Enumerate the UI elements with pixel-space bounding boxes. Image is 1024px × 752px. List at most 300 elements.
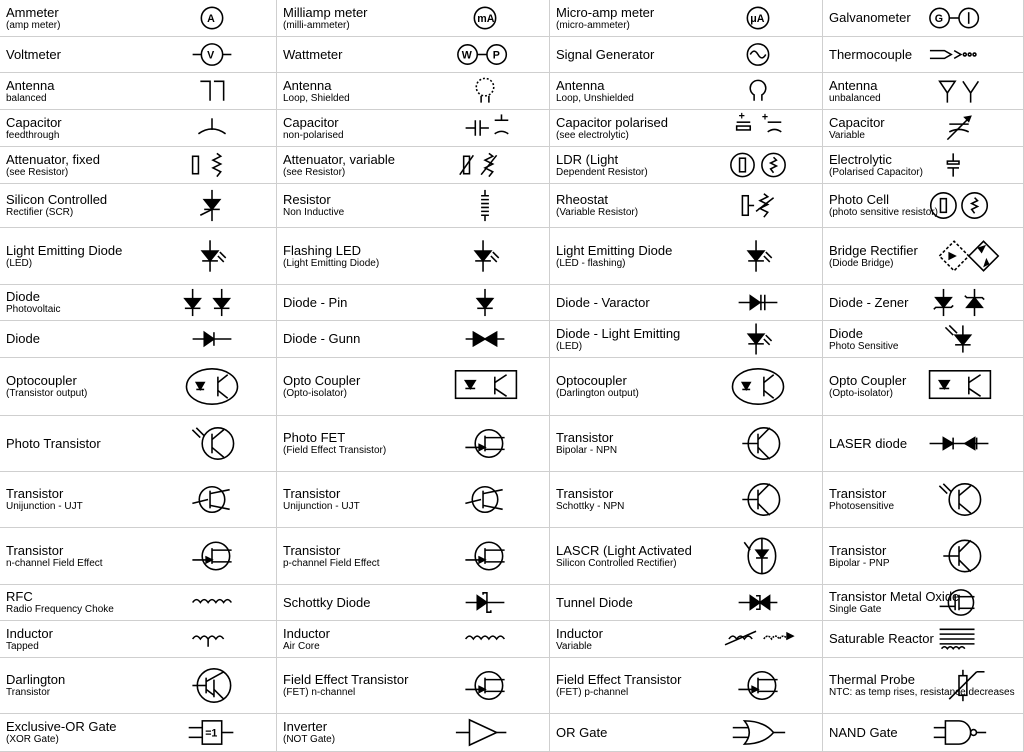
symbol-cell [277,73,550,110]
galv-icon [899,2,1019,34]
symbol-text [6,528,103,584]
symbol-name: Thermocouple [829,46,913,62]
symbol-name: Antenna [6,77,55,93]
symbol-cell [823,621,1024,658]
symbol-subtitle: Loop, Shielded [283,92,350,104]
symbol-text [6,0,60,36]
symbol-name: Darlington [6,672,66,687]
symbol-name: Antenna [556,77,605,93]
capVar-icon [899,112,1019,144]
symbol-name: Light Emitting Diode [6,242,123,258]
symbol-name: Inductor [556,625,603,641]
symbol-subtitle: (amp meter) [6,19,61,31]
symbol-name: Saturable Reactor [829,631,934,646]
symbol-name: Field Effect Transistor [283,672,409,687]
symbol-name: Silicon Controlled [6,192,108,207]
coilTap-icon [152,623,272,655]
optoCircle-icon [152,360,272,413]
symbol-cell [550,658,823,714]
symbol-text [556,416,617,471]
svg-text:μA: μA [750,12,765,25]
symbol-text [283,321,360,357]
symbol-name: Diode [6,331,40,346]
photoTr-icon [899,474,1019,525]
ujt-icon [425,474,545,525]
led-icon [698,323,818,355]
laser-icon [899,418,1019,469]
symbol-subtitle: (see electrolytic) [556,129,629,141]
symbol-subtitle: (photo sensitive resistor) [829,207,938,218]
symbol-name: Capacitor polarised [556,114,669,130]
symbol-name: Milliamp meter [283,4,368,20]
symbol-cell [550,147,823,184]
symbol-subtitle: Air Core [283,640,320,652]
symbol-cell [0,228,277,285]
symbol-cell [550,285,823,321]
symbol-subtitle: Bipolar - NPN [556,445,618,456]
symbol-text [6,321,40,357]
attFixed-icon [152,149,272,181]
photocell-icon [899,186,1019,225]
symbol-name: Signal Generator [556,46,655,62]
circleA-icon [152,2,272,34]
symbol-text [556,585,633,620]
symbol-subtitle: Photo Sensitive [829,340,899,352]
symbol-subtitle: (Transistor output) [6,388,88,399]
symbol-text [283,73,350,109]
circleV-icon [152,39,272,70]
symbol-text [556,184,638,227]
diodeV-icon [425,287,545,318]
symbol-subtitle: Schottky - NPN [556,501,625,512]
svg-text:A: A [207,12,215,25]
symbol-subtitle: Silicon Controlled Rectifier) [556,557,677,569]
symbol-cell [823,528,1024,585]
led-icon [425,230,545,282]
photoTr-icon [152,418,272,469]
symbol-cell [823,0,1024,37]
optoBox-icon [425,360,545,413]
symbol-cell [0,37,277,73]
symbol-cell [550,0,823,37]
symbol-name: Transistor Metal Oxide [829,589,960,604]
symbol-subtitle: unbalanced [829,92,881,104]
symbol-cell [550,321,823,358]
ujt-icon [152,474,272,525]
symbol-subtitle: Unijunction - UJT [6,501,83,512]
symbol-text [283,621,330,657]
symbol-cell [823,285,1024,321]
svg-text:=1: =1 [205,727,218,740]
symbol-subtitle: (XOR Gate) [6,734,59,745]
symbol-name: Capacitor [829,114,885,130]
thermal-icon [899,660,1019,711]
symbol-name: Voltmeter [6,46,61,62]
symbol-subtitle: Loop, Unshielded [556,92,634,104]
symbol-text [283,0,368,36]
symbol-cell [550,585,823,621]
symbol-text [6,585,114,620]
symbol-name: Inductor [6,625,53,641]
symbol-cell [823,110,1024,147]
symbol-cell [0,285,277,321]
led-icon [152,230,272,282]
symbol-text [556,285,650,320]
symbol-name: Electrolytic [829,151,892,167]
symbol-cell [550,528,823,585]
symbol-subtitle: (LED - flashing) [556,257,626,269]
symbol-cell [277,147,550,184]
symbol-text [6,228,122,284]
symbol-subtitle: Variable [556,640,592,652]
zener-icon [899,287,1019,318]
symbol-name: Diode - Gunn [283,331,361,346]
symbol-subtitle: n-channel Field Effect [6,557,103,569]
symbol-cell [0,358,277,416]
symbol-text [829,714,898,751]
optoBox-icon [899,360,1019,413]
antLoopShield-icon [425,75,545,107]
capNP-icon [425,112,545,144]
symbol-text [556,528,692,584]
symbol-cell [0,528,277,585]
symbol-cell [550,358,823,416]
symbol-cell [550,714,823,752]
symbol-text [829,110,885,146]
symbol-name: Opto Coupler [283,373,361,388]
symbol-cell [823,714,1024,752]
symbol-name: Inductor [283,625,330,641]
symbol-cell [0,110,277,147]
led-icon [698,230,818,282]
symbol-subtitle: (see Resistor) [283,166,346,178]
symbol-subtitle: (see Resistor) [6,166,69,178]
diodePV-icon [152,287,272,318]
symbol-name: Diode - Zener [829,294,909,310]
svg-text:P: P [492,49,500,62]
fet-icon [425,660,545,711]
electrolytic-icon [899,149,1019,181]
symbol-name: Galvanometer [829,10,911,25]
symbol-name: Field Effect Transistor [556,672,682,687]
circleMA-icon [425,2,545,34]
inverter-icon [425,716,545,749]
svg-text:mA: mA [477,12,495,25]
symbol-text [283,228,379,284]
symbol-text [829,358,906,415]
ldr-icon [698,149,818,181]
symbol-cell [277,585,550,621]
symbol-name: Exclusive-OR Gate [6,719,117,734]
symbol-subtitle: Single Gate [829,604,882,615]
symbol-cell [823,358,1024,416]
satReactor-icon [899,623,1019,655]
symbol-subtitle: Transistor [6,687,51,698]
symbol-name: OR Gate [556,724,608,740]
symbol-subtitle: (Opto-isolator) [829,388,893,399]
symbol-cell [277,714,550,752]
symbol-cell [0,416,277,472]
symbol-cell [277,37,550,73]
symbol-text [829,321,899,357]
svg-text:+: + [761,111,769,124]
antUnbal-icon [899,75,1019,107]
symbol-subtitle: Photovoltaic [6,304,61,315]
symbol-text [6,472,83,527]
resNI-icon [425,186,545,225]
symbol-cell [0,147,277,184]
symbol-text [283,37,342,72]
symbol-subtitle: Dependent Resistor) [556,166,648,178]
symbol-cell [277,285,550,321]
symbol-text [556,621,603,657]
symbol-name: Micro-amp meter [556,4,655,20]
symbol-cell [823,37,1024,73]
symbol-cell [550,621,823,658]
diodeH-icon [152,323,272,355]
symbol-cell [823,585,1024,621]
symbol-text [283,585,370,620]
symbol-name: NAND Gate [829,724,898,740]
symbol-subtitle: (Variable Resistor) [556,207,639,218]
symbol-name: Ammeter [6,4,59,20]
symbol-text [556,358,639,415]
symbol-name: Schottky Diode [283,594,371,610]
bridge-icon [899,230,1019,282]
symbol-cell [0,0,277,37]
symbol-name: Photo Cell [829,192,889,207]
antBalanced-icon [152,75,272,107]
symbol-subtitle: (Polarised Capacitor) [829,166,923,178]
symbol-cell [550,228,823,285]
symbol-cell [823,472,1024,528]
symbol-cell [823,147,1024,184]
symbol-cell [550,110,823,147]
coil-icon [152,587,272,618]
symbol-name: Wattmeter [283,46,343,62]
symbol-cell [0,472,277,528]
symbol-name: Photo Transistor [6,435,101,451]
symbol-cell [0,73,277,110]
coilVar-icon [698,623,818,655]
symbol-subtitle: (Light Emitting Diode) [283,257,380,269]
siggen-icon [698,39,818,70]
symbol-cell [0,321,277,358]
symbol-cell [277,528,550,585]
symbol-text [556,147,648,183]
symbol-cell [823,73,1024,110]
symbol-name: Transistor [556,486,614,501]
schottky-icon [425,587,545,618]
symbol-text [556,73,634,109]
symbol-cell [823,416,1024,472]
symbol-cell [277,321,550,358]
symbol-text [283,416,386,471]
symbol-cell [550,184,823,228]
mosfet-icon [899,587,1019,618]
symbol-text [556,37,654,72]
symbol-subtitle: (NOT Gate) [283,734,336,745]
symbol-text [283,147,395,183]
symbol-subtitle: NTC: as temp rises, resistance decreases [829,687,1015,698]
symbol-text [6,714,117,751]
symbol-subtitle: (Opto-isolator) [283,388,347,399]
symbol-text [556,0,654,36]
symbol-subtitle: (FET) p-channel [556,687,629,698]
symbol-name: Diode - Varactor [556,294,650,310]
capFeed-icon [152,112,272,144]
symbol-cell [550,73,823,110]
symbol-text [283,184,344,227]
symbol-cell [550,37,823,73]
symbol-text [6,73,54,109]
symbol-cell [277,110,550,147]
symbol-text [283,285,347,320]
fet-icon [698,660,818,711]
symbol-name: Diode [829,325,863,341]
symbol-name: Thermal Probe [829,672,915,687]
symbol-name: LDR (Light [556,151,619,167]
orGate-icon [698,716,818,749]
svg-text:G: G [934,12,944,25]
lascr-icon [698,530,818,582]
symbol-text [283,472,360,527]
symbol-subtitle: (LED) [556,340,583,352]
symbol-text [283,110,344,146]
symbol-text [6,147,100,183]
symbol-name: Capacitor [6,114,62,130]
symbol-text [829,285,908,320]
symbol-subtitle: (FET) n-channel [283,687,356,698]
symbol-name: Photo FET [283,430,346,445]
symbol-text [6,358,87,415]
fet-icon [425,418,545,469]
fet-icon [425,530,545,582]
rheostat-icon [698,186,818,225]
symbol-name: Attenuator, variable [283,151,396,167]
symbol-subtitle: non-polarised [283,129,344,141]
symbol-text [283,658,408,713]
attVar-icon [425,149,545,181]
symbol-text [829,416,907,471]
nand-icon [899,716,1019,749]
symbol-cell [277,184,550,228]
symbol-name: Capacitor [283,114,339,130]
circleUA-icon [698,2,818,34]
thermocouple-icon [899,39,1019,70]
symbol-subtitle: p-channel Field Effect [283,557,380,569]
symbol-cell [0,585,277,621]
fet-icon [152,530,272,582]
symbol-subtitle: Variable [829,129,865,141]
svg-text:+: + [738,110,745,123]
svg-text:V: V [207,49,215,62]
symbol-text [556,110,668,146]
symbol-name: Transistor [829,542,887,558]
symbol-subtitle: Bipolar - PNP [829,557,890,569]
symbol-name: Flashing LED [283,242,362,258]
optoCircle-icon [698,360,818,413]
symbol-text [6,184,107,227]
npn-icon [698,418,818,469]
symbol-subtitle: Non Inductive [283,207,345,218]
symbol-cell [277,621,550,658]
symbol-subtitle: Rectifier (SCR) [6,207,74,218]
symbol-subtitle: (Darlington output) [556,388,639,399]
symbol-name: Inverter [283,719,328,734]
symbol-name: Antenna [283,77,332,93]
symbol-name: Optocoupler [556,373,627,388]
gunn-icon [425,323,545,355]
symbol-name: Transistor [6,542,64,558]
scr-icon [152,186,272,225]
symbol-name: Transistor [283,486,341,501]
symbol-text [6,110,62,146]
symbol-cell [823,184,1024,228]
diodePS-icon [899,323,1019,355]
symbol-name: Tunnel Diode [556,594,633,610]
symbol-name: Antenna [829,77,878,93]
antLoop-icon [698,75,818,107]
symbol-cell [550,416,823,472]
symbol-text [829,528,890,584]
symbol-name: Bridge Rectifier [829,242,918,258]
symbol-cell [277,416,550,472]
symbol-name: LASCR (Light Activated [556,542,692,558]
symbol-name: LASER diode [829,435,908,451]
symbol-subtitle: feedthrough [6,129,60,141]
npn-icon [698,474,818,525]
symbol-cell [823,658,1024,714]
wattmeter-icon [425,39,545,70]
symbol-cell [0,658,277,714]
symbol-name: Light Emitting Diode [556,242,673,258]
symbol-cell [823,228,1024,285]
symbol-cell [0,714,277,752]
symbol-cell [0,621,277,658]
symbol-name: Diode - Pin [283,294,348,310]
symbol-name: Attenuator, fixed [6,151,100,167]
symbol-name: Transistor [829,486,887,501]
symbol-text [556,321,680,357]
symbol-subtitle: Radio Frequency Choke [6,604,114,615]
symbol-text [6,658,65,713]
symbol-text [829,73,881,109]
capPol-icon [698,112,818,144]
symbol-text [283,714,335,751]
symbol-subtitle: Photosensitive [829,501,895,512]
symbol-subtitle: (LED) [6,257,33,269]
symbol-text [6,285,60,320]
symbol-name: Rheostat [556,192,609,207]
symbol-subtitle: (micro-ammeter) [556,19,630,31]
symbol-cell [277,472,550,528]
symbol-cell [277,658,550,714]
symbol-text [556,658,681,713]
symbol-name: Diode - Light Emitting [556,325,681,341]
symbol-text [556,472,624,527]
symbol-name: Opto Coupler [829,373,907,388]
symbol-text [283,528,380,584]
tunnel-icon [698,587,818,618]
svg-text:W: W [461,49,472,62]
symbol-text [6,37,61,72]
symbol-subtitle: balanced [6,92,47,104]
symbol-text [6,621,53,657]
symbol-cell [277,228,550,285]
symbol-cell [277,358,550,416]
symbol-cell [823,321,1024,358]
